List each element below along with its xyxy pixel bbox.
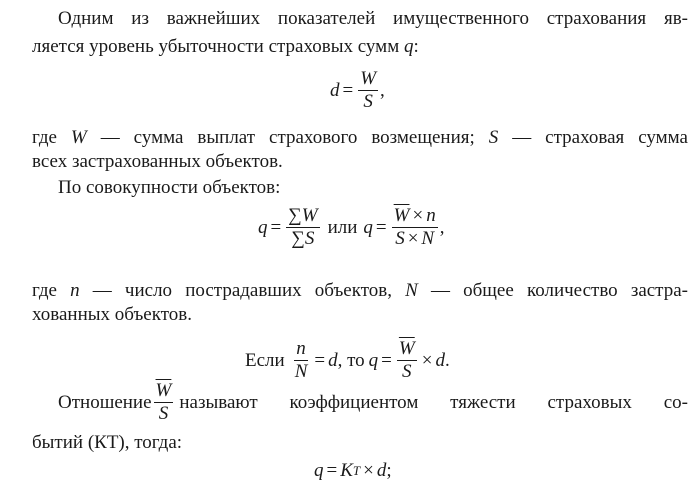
variable-q: q — [258, 216, 268, 238]
formula-if-n-over-N — [245, 338, 450, 383]
equals-sign: = — [270, 216, 282, 238]
fraction-averages — [392, 205, 438, 250]
text-line: бытий (КТ), тогда: — [32, 432, 183, 453]
formula-d-equals-w-over-s — [330, 68, 385, 113]
text-segment: Отношение — [58, 391, 152, 413]
fraction — [293, 338, 310, 383]
numerator: ∑W — [288, 205, 318, 226]
equals-sign: = — [326, 460, 338, 481]
denominator: N — [294, 361, 308, 382]
numerator: W — [360, 68, 377, 89]
equals-sign: = — [381, 349, 392, 371]
variable-N: N — [405, 280, 418, 301]
variable-W-bar: $\overline{W}$ — [393, 205, 410, 226]
conjunction: , то — [337, 349, 365, 371]
numerator: $\overline{W}$ — [398, 338, 415, 359]
punctuation: , — [380, 79, 385, 101]
text-line: Одним из важнейших показателей имущественного страхования яв- — [58, 8, 688, 29]
denominator — [393, 228, 436, 250]
text-line: По совокупности объектов: — [58, 177, 281, 198]
paragraph-3-line-1 — [58, 177, 688, 199]
text-segment: — страховая сумма — [498, 127, 688, 148]
paragraph-2-line-1 — [32, 127, 688, 149]
punctuation: , — [439, 216, 445, 238]
denominator: ∑S — [291, 228, 315, 249]
variable-N: N — [421, 228, 435, 249]
equals-sign: = — [342, 79, 354, 101]
punctuation: . — [444, 349, 450, 371]
text-segment: где — [32, 280, 71, 301]
paragraph-4-line-2 — [32, 304, 688, 326]
numerator: $\overline{W}$ — [155, 380, 172, 401]
variable-d: d — [328, 349, 338, 371]
text-segment: где — [32, 127, 71, 148]
times-sign: × — [363, 460, 374, 481]
denominator: S — [363, 91, 373, 112]
fraction-sum — [286, 205, 319, 250]
fraction — [358, 68, 378, 113]
text-line: хованных объектов. — [32, 304, 192, 325]
text-segment: называют коэффициентом тяжести страховых со- — [179, 391, 688, 413]
formula-q-equals-K-times-d — [314, 460, 392, 482]
variable-S-bar: $\overline{S}$ — [395, 228, 405, 249]
text-segment: : — [413, 36, 419, 57]
paragraph-5-line-1 — [58, 380, 688, 425]
equals-sign: = — [375, 216, 387, 238]
equals-sign: = — [314, 349, 326, 371]
variable-d: d — [435, 349, 445, 371]
variable-d: d — [330, 79, 340, 101]
variable-d: d — [376, 460, 387, 481]
text-segment: ляется уровень убыточности страховых сумм — [32, 36, 404, 57]
variable-n: n — [426, 205, 436, 226]
times-sign: × — [412, 205, 424, 226]
text-line: всех застрахованных объектов. — [32, 151, 283, 172]
text-segment: — общее количество застра- — [417, 280, 688, 301]
variable-n: n — [70, 280, 80, 301]
inline-fraction — [154, 380, 174, 425]
variable-K: K — [340, 460, 353, 481]
paragraph-1-line-2 — [32, 36, 688, 58]
conjunction: или — [327, 216, 358, 238]
punctuation: ; — [386, 460, 392, 481]
denominator: S — [158, 403, 169, 424]
variable-q: q — [363, 216, 373, 238]
numerator — [392, 205, 438, 228]
variable-S: S — [488, 127, 499, 148]
variable-q: q — [403, 36, 414, 57]
subscript-T: T — [352, 463, 361, 478]
times-sign: × — [407, 228, 419, 249]
numerator: n — [296, 338, 306, 359]
fraction-bars — [397, 338, 417, 383]
denominator: S — [402, 361, 412, 382]
formula-q-aggregate — [258, 205, 444, 250]
text-segment: — сумма выплат страхового возмещения; — [86, 127, 489, 148]
variable-W: W — [70, 127, 87, 148]
conjunction: Если — [245, 349, 285, 371]
variable-q: q — [368, 349, 379, 371]
paragraph-4-line-1 — [32, 280, 688, 302]
text-segment: — число пострадавших объектов, — [79, 280, 406, 301]
paragraph-5-line-2 — [32, 432, 688, 454]
variable-q: q — [314, 460, 324, 481]
times-sign: × — [421, 349, 433, 371]
paragraph-2-line-2 — [32, 151, 688, 173]
paragraph-1-line-1 — [58, 8, 688, 30]
